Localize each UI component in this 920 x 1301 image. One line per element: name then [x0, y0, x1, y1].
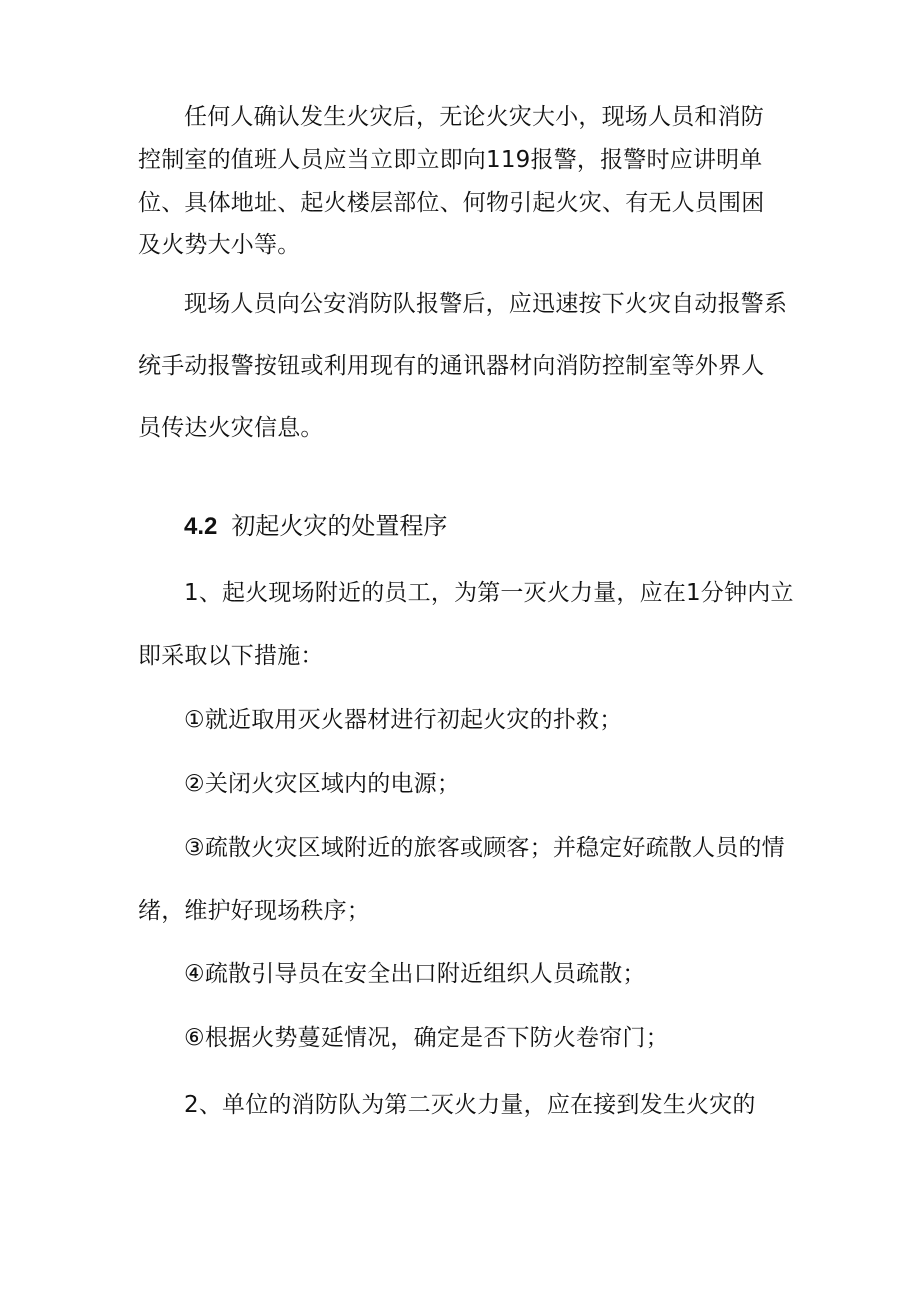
item2-line-1: 2、单位的消防队为第二灭火力量，应在接到发生火灾的: [184, 1092, 756, 1118]
paragraph1-line-4: 及火势大小等。: [138, 232, 301, 258]
paragraph2-line-1: 现场人员向公安消防队报警后，应迅速按下火灾自动报警系: [184, 291, 788, 317]
measure-1: ①就近取用灭火器材进行初起火灾的扑救；: [184, 707, 623, 733]
section-number: 4.2: [184, 513, 218, 540]
section-title: 初起火灾的处置程序: [231, 512, 448, 540]
item1-line-2: 即采取以下措施：: [138, 643, 324, 669]
paragraph2-line-2: 统手动报警按钮或利用现有的通讯器材向消防控制室等外界人: [138, 353, 765, 379]
paragraph1-line-2: 控制室的值班人员应当立即立即向119报警，报警时应讲明单: [138, 147, 763, 173]
measure-4: ④疏散引导员在安全出口附近组织人员疏散；: [184, 961, 646, 987]
measure-6: ⑥根据火势蔓延情况，确定是否下防火卷帘门；: [184, 1025, 669, 1051]
item1-line-1: 1、起火现场附近的员工，为第一灭火力量，应在1分钟内立: [184, 580, 794, 606]
measure-3-line-1: ③疏散火灾区域附近的旅客或顾客；并稳定好疏散人员的情: [184, 835, 785, 861]
paragraph1-line-3: 位、具体地址、起火楼层部位、何物引起火灾、有无人员围困: [138, 190, 765, 216]
section-heading: [184, 511, 447, 542]
measure-3-line-2: 绪，维护好现场秩序；: [138, 898, 370, 924]
measure-2: ②关闭火灾区域内的电源；: [184, 771, 461, 797]
paragraph1-line-1: 任何人确认发生火灾后，无论火灾大小，现场人员和消防: [184, 104, 764, 130]
paragraph2-line-3: 员传达火灾信息。: [138, 415, 324, 441]
